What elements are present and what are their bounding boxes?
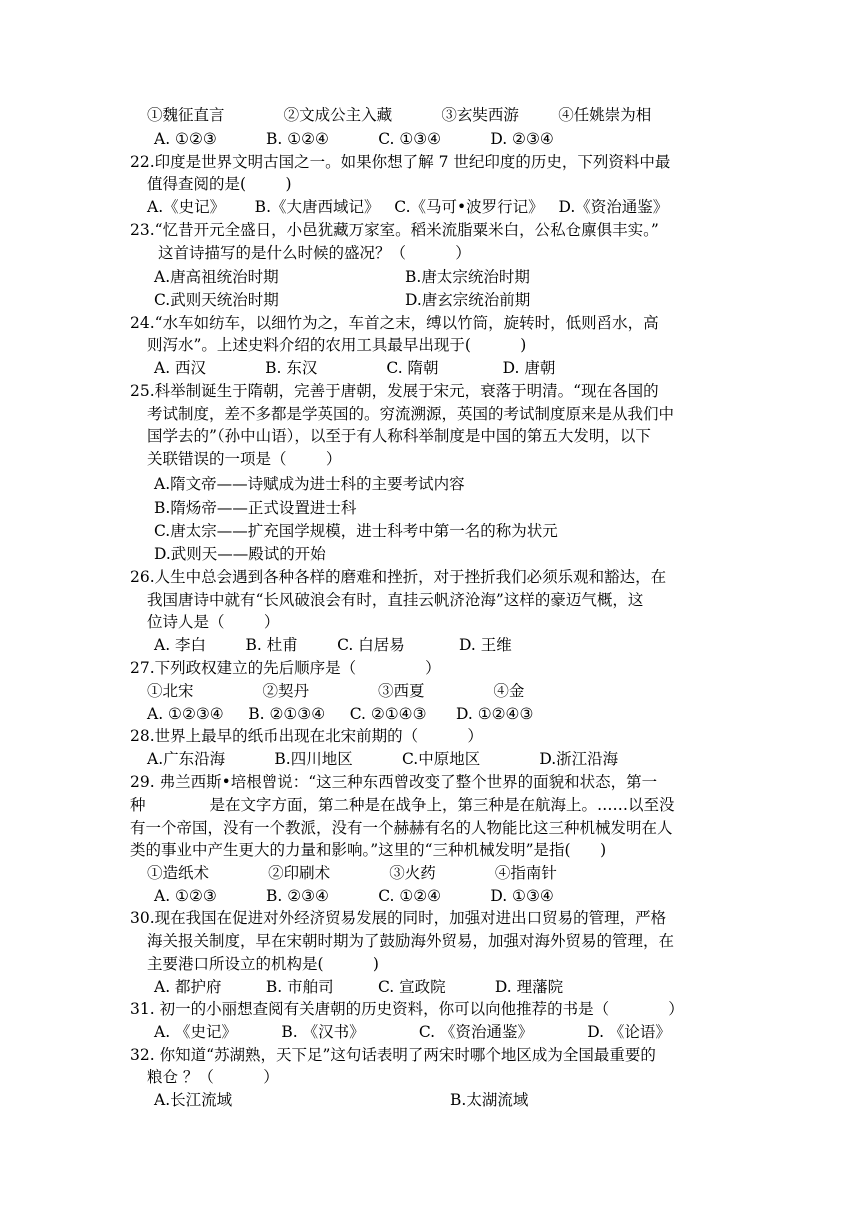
question-32-choice-b: B.太湖流域: [450, 1091, 529, 1109]
question-24-choices: A. 西汉 B. 东汉 C. 隋朝 D. 唐朝: [154, 359, 556, 377]
question-28-choices: A.广东沿海 B.四川地区 C.中原地区 D.浙江沿海: [147, 750, 619, 768]
question-27-choices: A. ①②③④ B. ②①③④ C. ②①④③ D. ①②④③: [147, 705, 534, 723]
question-29-stem-line-3: 有一个帝国，没有一个教派，没有一个赫赫有名的人物能比这三种机械发明在人: [130, 819, 673, 837]
question-30-stem-line-1: 30.现在我国在促进对外经济贸易发展的同时，加强对进出口贸易的管理，严格: [130, 909, 667, 927]
question-28-stem: 28.世界上最早的纸币出现在北宋前期的（ ）: [130, 727, 483, 745]
question-23-choice-a: A.唐高祖统治时期: [154, 268, 279, 286]
question-32-choice-a: A.长江流域: [154, 1091, 233, 1109]
question-29-stem-line-2: 种 是在文字方面，第二种是在战争上，第三种是在航海上。……以至没: [130, 796, 675, 814]
question-26-stem-line-2: 我国唐诗中就有“长风破浪会有时，直挂云帆济沧海”这样的豪迈气概，这: [147, 591, 644, 609]
question-26-stem-line-3: 位诗人是（ ）: [147, 613, 280, 631]
question-22-stem-line-1: 22.印度是世界文明古国之一。如果你想了解 7 世纪印度的历史，下列资料中最: [130, 153, 671, 171]
question-21-options-row: ①魏征直言 ②文成公主入藏 ③玄奘西游 ④任姚崇为相: [147, 106, 652, 124]
question-25-choice-c: C.唐太宗——扩充国学规模，进士科考中第一名的称为状元: [154, 522, 558, 540]
question-24-stem-line-1: 24.“水车如纺车，以细竹为之，车首之末，缚以竹筒，旋转时，低则舀水，高: [130, 314, 659, 332]
question-26-stem-line-1: 26.人生中总会遇到各种各样的磨难和挫折，对于挫折我们必须乐观和豁达，在: [130, 568, 667, 586]
question-23-choice-d: D.唐玄宗统治前期: [405, 291, 531, 309]
question-22-choices: A.《史记》 B.《大唐西域记》 C.《马可•波罗行记》 D.《资治通鉴》: [147, 198, 669, 216]
question-25-stem-line-4: 关联错误的一项是（ ）: [147, 450, 342, 468]
question-31-choices: A. 《史记》 B. 《汉书》 C. 《资治通鉴》 D. 《论语》: [154, 1023, 671, 1041]
question-32-stem-line-2: 粮仓 ？（ ）: [147, 1068, 279, 1086]
question-30-stem-line-3: 主要港口所设立的机构是( ): [147, 955, 379, 973]
question-26-choices: A. 李白 B. 杜甫 C. 白居易 D. 王维: [154, 636, 512, 654]
question-29-stem-line-1: 29. 弗兰西斯•培根曾说：“这三种东西曾改变了整个世界的面貌和状态，第一: [130, 773, 658, 791]
question-22-stem-line-2: 值得查阅的是( ): [147, 175, 292, 193]
question-25-choice-b: B.隋炀帝——正式设置进士科: [154, 499, 357, 517]
question-25-choice-d: D.武则天——殿试的开始: [154, 545, 326, 563]
question-32-stem-line-1: 32. 你知道“苏湖熟，天下足”这句话表明了两宋时哪个地区成为全国最重要的: [130, 1046, 656, 1064]
question-30-stem-line-2: 海关报关制度，早在宋朝时期为了鼓励海外贸易，加强对海外贸易的管理，在: [147, 932, 675, 950]
question-29-choices: A. ①②③ B. ②③④ C. ①②④ D. ①③④: [154, 887, 554, 905]
question-25-stem-line-1: 25.科举制诞生于隋朝，完善于唐朝，发展于宋元，衰落于明清。“现在各国的: [130, 382, 659, 400]
question-27-options-row: ①北宋 ②契丹 ③西夏 ④金: [147, 682, 525, 700]
question-29-options-row: ①造纸术 ②印刷术 ③火药 ④指南针: [147, 864, 557, 882]
question-21-choices: A. ①②③ B. ①②④ C. ①③④ D. ②③④: [154, 130, 554, 148]
question-24-stem-line-2: 则泻水”。上述史料介绍的农用工具最早出现于( ): [147, 336, 527, 354]
question-30-choices: A. 都护府 B. 市舶司 C. 宣政院 D. 理藩院: [154, 978, 564, 996]
question-25-stem-line-3: 国学去的”（孙中山语），以至于有人称科举制度是中国的第五大发明，以下: [147, 427, 651, 445]
question-23-choice-b: B.唐太宗统治时期: [405, 268, 530, 286]
question-23-stem-line-2: 这首诗描写的是什么时候的盛况？（ ）: [158, 244, 471, 262]
question-25-stem-line-2: 考试制度，差不多都是学英国的。穷流溯源，英国的考试制度原来是从我们中: [147, 405, 675, 423]
question-29-stem-line-4: 类的事业中产生更大的力量和影响。”这里的“三种机械发明”是指( ): [130, 841, 607, 859]
question-23-choice-c: C.武则天统治时期: [154, 291, 279, 309]
question-23-stem-line-1: 23.“忆昔开元全盛日，小邑犹藏万家室。稻米流脂粟米白，公私仓廪俱丰实。”: [130, 221, 659, 239]
question-27-stem: 27.下列政权建立的先后顺序是（ ）: [130, 659, 441, 677]
question-31-stem: 31. 初一的小丽想查阅有关唐朝的历史资料，你可以向他推荐的书是（ ）: [130, 1000, 684, 1018]
question-25-choice-a: A.隋文帝——诗赋成为进士科的主要考试内容: [154, 475, 465, 493]
